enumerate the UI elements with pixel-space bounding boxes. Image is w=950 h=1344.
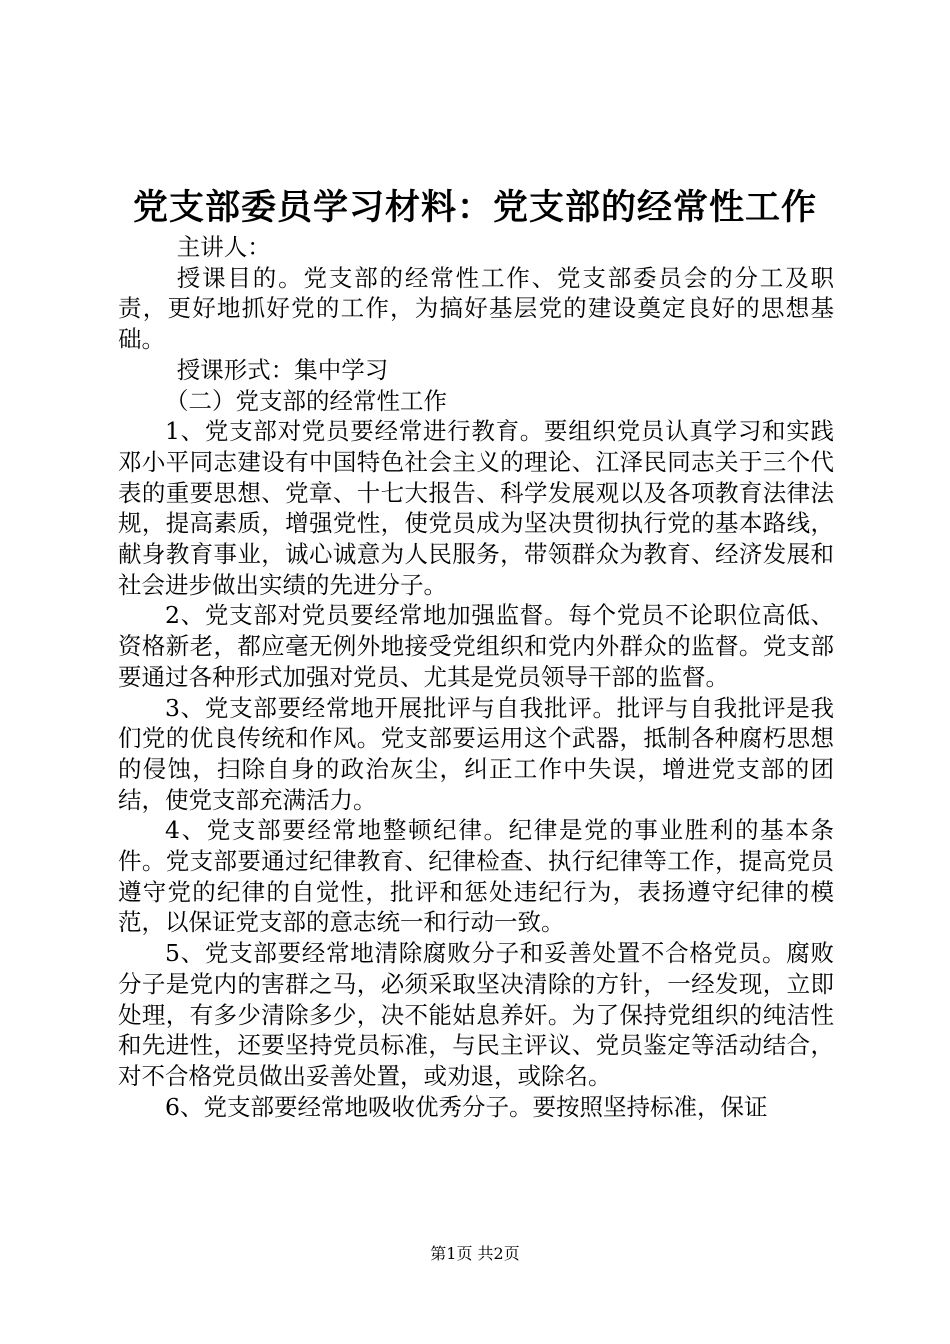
paragraph-item-2: 2、党支部对党员要经常地加强监督。每个党员不论职位高低、资格新老，都应毫无例外地接受党组织和党内外群众的监督。党支部要通过各种形式加强对党员、尤其是党员领导干部的监督。	[118, 601, 834, 691]
format-line: 授课形式：集中学习	[176, 355, 389, 384]
speaker-line: 主讲人：	[176, 233, 271, 261]
purpose-paragraph: 授课目的。党支部的经常性工作、党支部委员会的分工及职责，更好地抓好党的工作，为搞好基层党的建设奠定良好的思想基础。	[118, 263, 834, 354]
document-title: 党支部委员学习材料：党支部的经常性工作	[132, 187, 817, 228]
paragraph-item-3: 3、党支部要经常地开展批评与自我批评。批评与自我批评是我们党的优良传统和作风。党支部要运用这个武器，抵制各种腐朽思想的侵蚀，扫除自身的政治灰尘，纠正工作中失误，增进党支部的团结，使党支部充满活力。	[118, 693, 834, 814]
document-body	[118, 232, 834, 1122]
page-footer: 第1页 共2页	[430, 1244, 520, 1263]
paragraph-item-6: 6、党支部要经常地吸收优秀分子。要按照坚持标准，保证	[165, 1092, 768, 1121]
paragraph-item-5: 5、党支部要经常地清除腐败分子和妥善处置不合格党员。腐败分子是党内的害群之马，必须采取坚决清除的方针，一经发现，立即处理，有多少清除多少，决不能姑息养奸。为了保持党组织的纯洁性和先进性，还要坚持党员标准，与民主评议、党员鉴定等活动结合，对不合格党员做出妥善处置，或劝退，或除名。	[118, 939, 834, 1090]
section-heading: （二）党支部的经常性工作	[165, 386, 447, 415]
paragraph-item-4: 4、党支部要经常地整顿纪律。纪律是党的事业胜利的基本条件。党支部要通过纪律教育、纪律检查、执行纪律等工作，提高党员遵守党的纪律的自觉性，批评和惩处违纪行为，表扬遵守纪律的模范，以保证党支部的意志统一和行动一致。	[118, 816, 834, 937]
paragraph-item-1: 1、党支部对党员要经常进行教育。要组织党员认真学习和实践邓小平同志建设有中国特色社会主义的理论、江泽民同志关于三个代表的重要思想、党章、十七大报告、科学发展观以及各项教育法律法规，提高素质，增强党性，使党员成为坚决贯彻执行党的基本路线，献身教育事业，诚心诚意为人民服务，带领群众为教育、经济发展和社会进步做出实绩的先进分子。	[118, 417, 834, 599]
